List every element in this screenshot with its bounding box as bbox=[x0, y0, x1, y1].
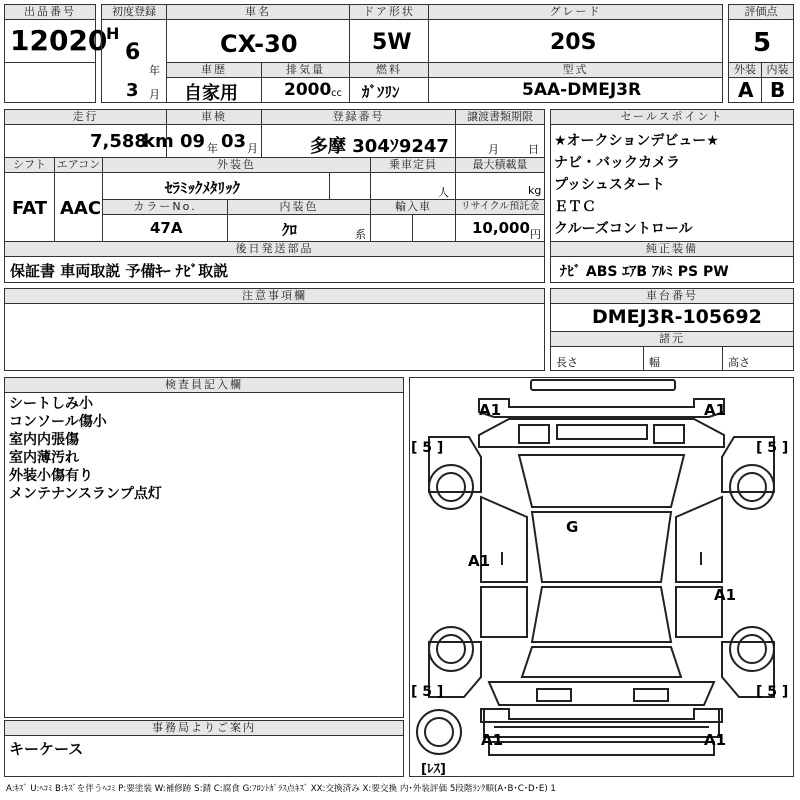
inspector-label: 検査員記入欄 bbox=[4, 377, 404, 393]
ac-label: エアコン bbox=[54, 157, 103, 173]
capacity-unit: 人 bbox=[438, 186, 449, 199]
tire-rear-right: [ 5 ] bbox=[756, 684, 789, 700]
office-label: 事務局よりご案内 bbox=[4, 720, 404, 736]
import-cell bbox=[370, 214, 456, 242]
grade-label: グレード bbox=[428, 4, 723, 20]
inspector-line: シートしみ小 bbox=[9, 396, 93, 412]
score: 5 bbox=[753, 28, 772, 58]
grade: 20S bbox=[550, 30, 597, 55]
tire-front-left: [ 5 ] bbox=[411, 440, 444, 456]
fuel-label: 燃料 bbox=[349, 62, 429, 78]
sales-point-item: クルーズコントロール bbox=[554, 221, 693, 237]
mark-rear-left: A1 bbox=[481, 731, 504, 749]
later-parts: 保証書 車両取説 予備ｷｰ ﾅﾋﾞ取説 bbox=[10, 262, 229, 280]
sales-point-item: ＥＴＣ bbox=[554, 199, 596, 215]
displacement-unit: cc bbox=[331, 88, 342, 99]
sales-point-item: ナビ・バックカメラ bbox=[554, 155, 680, 171]
fuel: ｶﾞｿﾘﾝ bbox=[362, 83, 400, 101]
interior-color-label: 内装色 bbox=[227, 199, 371, 215]
exterior-label: 外装 bbox=[728, 62, 762, 78]
mark-front-left: A1 bbox=[479, 401, 502, 419]
mark-front-right: A1 bbox=[704, 401, 727, 419]
legend: A:ｷｽﾞ U:ﾍｺﾐ B:ｷｽﾞを伴うﾍｺﾐ P:要塗装 W:補修跡 S:錆 C:腐食 G:ﾌﾛﾝﾄｶﾞﾗｽ点ｷｽﾞ XX:交換済み X:要交換 内･外装評価 5段階ﾗﾝｸ順(A･B･C･D･E) 1 bbox=[6, 784, 556, 794]
sales-point-item: ★オークションデビュー★ bbox=[554, 133, 719, 149]
car-outline-diagram bbox=[409, 377, 794, 777]
model: 5AA-DMEJ3R bbox=[522, 80, 642, 100]
inspection-label: 車検 bbox=[166, 109, 262, 125]
ac: AAC bbox=[60, 198, 102, 219]
car-name-label: 車名 bbox=[166, 4, 350, 20]
mark-right-side: A1 bbox=[714, 586, 737, 604]
notes-cell bbox=[4, 303, 545, 371]
inspector-line: メンテナンスランプ点灯 bbox=[9, 486, 162, 502]
interior-color: ｸﾛ bbox=[282, 221, 298, 239]
interior-grade: B bbox=[770, 78, 786, 102]
era: H bbox=[106, 24, 120, 43]
model-label: 型式 bbox=[428, 62, 723, 78]
month-unit: 月 bbox=[149, 88, 160, 101]
inspector-line: 室内薄汚れ bbox=[9, 450, 79, 466]
exterior-grade: A bbox=[738, 78, 754, 102]
mark-rear-right: A1 bbox=[704, 731, 727, 749]
year-unit: 年 bbox=[149, 64, 160, 77]
reg-month: 3 bbox=[126, 80, 139, 101]
score-label: 評価点 bbox=[728, 4, 794, 20]
inspection-year: 09 bbox=[180, 131, 206, 152]
transfer-label: 譲渡書類期限 bbox=[455, 109, 545, 125]
color-cell-2 bbox=[329, 172, 371, 200]
office-text: キーケース bbox=[9, 740, 84, 758]
lot-number: 12020 bbox=[10, 24, 108, 57]
lot-blank bbox=[4, 62, 96, 103]
chassis-number: DMEJ3R-105692 bbox=[592, 306, 762, 328]
inspector-line: 室内内張傷 bbox=[9, 432, 79, 448]
spare-tire: [ﾚｽ] bbox=[421, 762, 446, 777]
history-label: 車歴 bbox=[166, 62, 262, 78]
length-label: 長さ bbox=[556, 356, 578, 369]
import-label: 輸入車 bbox=[370, 199, 456, 215]
equipment: ﾅﾋﾞ ABS ｴｱB ｱﾙﾐ PS PW bbox=[560, 264, 729, 280]
mileage-label: 走行 bbox=[4, 109, 167, 125]
color-no: 47A bbox=[150, 219, 183, 237]
notes-label: 注意事項欄 bbox=[4, 288, 545, 304]
mark-glass: G bbox=[566, 518, 579, 536]
transfer-month: 月 bbox=[488, 143, 499, 156]
inspection-month-unit: 月 bbox=[247, 142, 258, 155]
shift: FAT bbox=[12, 198, 48, 219]
first-reg-label: 初度登録 bbox=[101, 4, 167, 20]
interior-color-unit: 系 bbox=[355, 228, 366, 241]
plate-label: 登録番号 bbox=[261, 109, 456, 125]
capacity-label: 乗車定員 bbox=[370, 157, 456, 173]
recycle-label: リサイクル預託金 bbox=[455, 199, 545, 215]
interior-label: 内装 bbox=[761, 62, 794, 78]
door-label: ドア形状 bbox=[349, 4, 429, 20]
mark-left-side: A1 bbox=[468, 552, 491, 570]
width-label: 幅 bbox=[649, 356, 660, 369]
inspector-line: コンソール傷小 bbox=[9, 414, 107, 430]
displacement: 2000 bbox=[284, 80, 332, 100]
mileage: 7,588 bbox=[90, 131, 147, 152]
color-label: 外装色 bbox=[102, 157, 371, 173]
color-no-label: カラーNo. bbox=[102, 199, 228, 215]
reg-year: 6 bbox=[125, 40, 141, 65]
inspection-month: 03 bbox=[221, 131, 247, 152]
car-name: CX-30 bbox=[220, 30, 298, 58]
mileage-unit: km bbox=[143, 131, 174, 152]
sales-points-label: セールスポイント bbox=[550, 109, 794, 125]
load-label: 最大積載量 bbox=[455, 157, 545, 173]
inspector-line: 外装小傷有り bbox=[9, 468, 93, 484]
chassis-label: 車台番号 bbox=[550, 288, 794, 304]
inspection-year-unit: 年 bbox=[207, 142, 218, 155]
equipment-label: 純正装備 bbox=[550, 241, 794, 257]
import-divider bbox=[412, 214, 413, 242]
history: 自家用 bbox=[184, 83, 238, 104]
transfer-day: 日 bbox=[528, 143, 539, 156]
interior-color-cell bbox=[227, 214, 371, 242]
displacement-label: 排気量 bbox=[261, 62, 350, 78]
lot-label: 出品番号 bbox=[4, 4, 96, 20]
tire-front-right: [ 5 ] bbox=[756, 440, 789, 456]
plate: 多摩 304ｿ9247 bbox=[310, 136, 449, 157]
height-label: 高さ bbox=[728, 356, 750, 369]
recycle: 10,000 bbox=[472, 219, 530, 237]
door-type: 5W bbox=[372, 30, 412, 55]
sales-point-item: プッシュスタート bbox=[554, 177, 665, 193]
load-unit: kg bbox=[528, 184, 542, 197]
later-parts-label: 後日発送部品 bbox=[4, 241, 545, 257]
recycle-unit: 円 bbox=[530, 228, 541, 241]
color: ｾﾗﾐｯｸﾒﾀﾘｯｸ bbox=[165, 179, 241, 197]
tire-rear-left: [ 5 ] bbox=[411, 684, 444, 700]
shift-label: シフト bbox=[4, 157, 55, 173]
spec-label: 諸元 bbox=[550, 331, 794, 347]
